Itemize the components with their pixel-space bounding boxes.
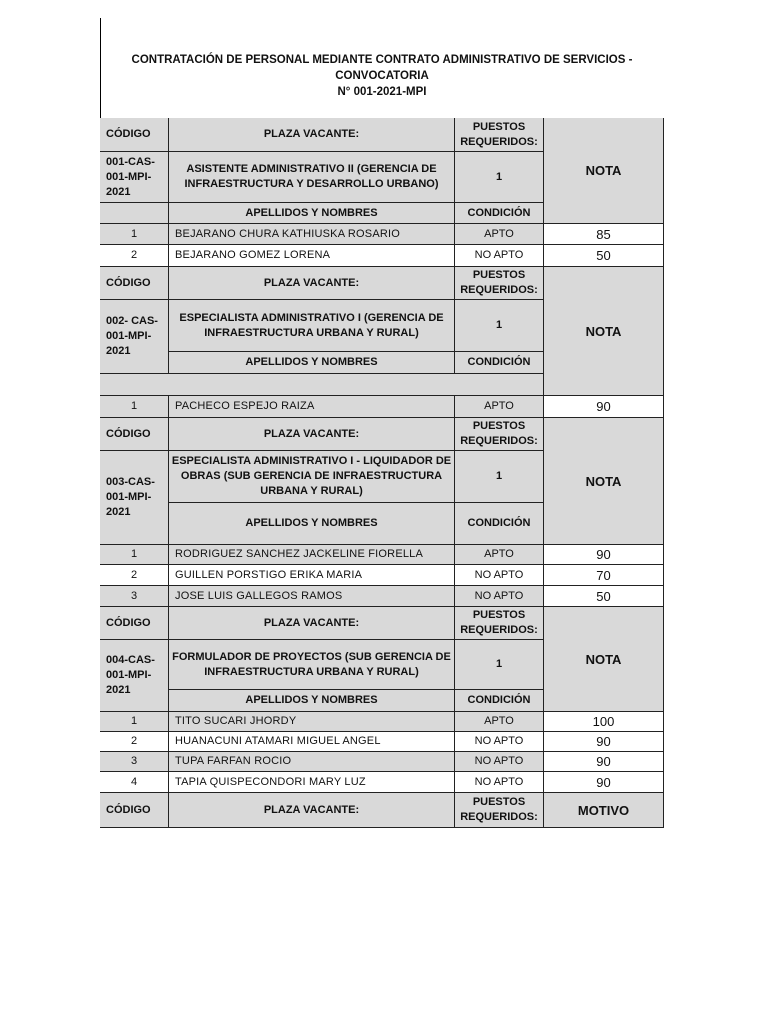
s3-row-2-score: 70 <box>544 565 664 586</box>
s1-blank <box>100 203 169 224</box>
s3-row-2-number: 2 <box>100 565 169 586</box>
s1-row-1-score: 85 <box>544 224 664 245</box>
s2-spacer <box>100 374 544 396</box>
s3-position: ESPECIALISTA ADMINISTRATIVO I - LIQUIDADOR DE OBRAS (SUB GERENCIA DE INFRAESTRUCTURA URBANA Y RURAL) <box>169 451 455 503</box>
title-line-2: N° 001-2021-MPI <box>337 86 427 98</box>
s3-codigo-label: CÓDIGO <box>100 418 169 451</box>
s1-required: 1 <box>455 152 544 203</box>
s1-row-2-score: 50 <box>544 245 664 267</box>
s1-row-2-number: 2 <box>100 245 169 267</box>
s1-condicion-label: CONDICIÓN <box>455 203 544 224</box>
s3-row-2-name: GUILLEN PORSTIGO ERIKA MARIA <box>169 565 455 586</box>
s2-row-1-number: 1 <box>100 396 169 418</box>
s2-puestos-label: PUESTOS REQUERIDOS: <box>455 267 544 300</box>
s3-row-3-score: 50 <box>544 586 664 607</box>
s2-condicion-label: CONDICIÓN <box>455 352 544 374</box>
s1-row-2-status: NO APTO <box>455 245 544 267</box>
s2-nota-label: NOTA <box>544 267 664 396</box>
s4-condicion-label: CONDICIÓN <box>455 690 544 712</box>
s2-row-1-status: APTO <box>455 396 544 418</box>
s4-puestos-label: PUESTOS REQUERIDOS: <box>455 607 544 640</box>
s1-codigo-label: CÓDIGO <box>100 118 169 152</box>
s3-row-2-status: NO APTO <box>455 565 544 586</box>
s2-row-1-score: 90 <box>544 396 664 418</box>
s1-row-1-number: 1 <box>100 224 169 245</box>
s4-required: 1 <box>455 640 544 690</box>
s1-row-2-name: BEJARANO GOMEZ LORENA <box>169 245 455 267</box>
s3-condicion-label: CONDICIÓN <box>455 503 544 545</box>
s4-row-4-number: 4 <box>100 772 169 793</box>
s4-row-1-name: TITO SUCARI JHORDY <box>169 712 455 732</box>
s4-position: FORMULADOR DE PROYECTOS (SUB GERENCIA DE INFRAESTRUCTURA URBANA Y RURAL) <box>169 640 455 690</box>
s4-row-2-name: HUANACUNI ATAMARI MIGUEL ANGEL <box>169 732 455 752</box>
s3-puestos-label: PUESTOS REQUERIDOS: <box>455 418 544 451</box>
s1-row-1-name: BEJARANO CHURA KATHIUSKA ROSARIO <box>169 224 455 245</box>
s3-row-3-status: NO APTO <box>455 586 544 607</box>
s4-row-2-number: 2 <box>100 732 169 752</box>
s4-row-3-status: NO APTO <box>455 752 544 772</box>
s4-codigo-label: CÓDIGO <box>100 607 169 640</box>
s4-row-3-name: TUPA FARFAN ROCIO <box>169 752 455 772</box>
s4-row-1-number: 1 <box>100 712 169 732</box>
s1-nota-label: NOTA <box>544 118 664 224</box>
s4-row-3-score: 90 <box>544 752 664 772</box>
s3-row-1-number: 1 <box>100 545 169 565</box>
s2-required: 1 <box>455 300 544 352</box>
s3-row-1-score: 90 <box>544 545 664 565</box>
s1-code: 001-CAS-001-MPI-2021 <box>100 152 169 203</box>
s4-code: 004-CAS-001-MPI-2021 <box>100 640 169 712</box>
s4-row-2-status: NO APTO <box>455 732 544 752</box>
s3-code: 003-CAS-001-MPI-2021 <box>100 451 169 545</box>
s4-row-1-score: 100 <box>544 712 664 732</box>
s5-codigo-label: CÓDIGO <box>100 793 169 828</box>
s3-required: 1 <box>455 451 544 503</box>
s5-motivo-label: MOTIVO <box>544 793 664 828</box>
s2-code: 002- CAS-001-MPI-2021 <box>100 300 169 374</box>
s3-nota-label: NOTA <box>544 418 664 545</box>
s5-puestos-label: PUESTOS REQUERIDOS: <box>455 793 544 828</box>
s4-row-4-status: NO APTO <box>455 772 544 793</box>
s4-row-2-score: 90 <box>544 732 664 752</box>
s3-plaza-label: PLAZA VACANTE: <box>169 418 455 451</box>
s4-plaza-label: PLAZA VACANTE: <box>169 607 455 640</box>
document-title <box>100 52 664 100</box>
s2-row-1-name: PACHECO ESPEJO RAIZA <box>169 396 455 418</box>
s3-row-1-name: RODRIGUEZ SANCHEZ JACKELINE FIORELLA <box>169 545 455 565</box>
s1-apellidos-label: APELLIDOS Y NOMBRES <box>169 203 455 224</box>
title-line-1: CONTRATACIÓN DE PERSONAL MEDIANTE CONTRATO ADMINISTRATIVO DE SERVICIOS - CONVOCATORIA <box>131 54 633 82</box>
s1-puestos-label: PUESTOS REQUERIDOS: <box>455 118 544 152</box>
s1-row-1-status: APTO <box>455 224 544 245</box>
s4-nota-label: NOTA <box>544 607 664 712</box>
s4-row-3-number: 3 <box>100 752 169 772</box>
s4-row-4-score: 90 <box>544 772 664 793</box>
s2-apellidos-label: APELLIDOS Y NOMBRES <box>169 352 455 374</box>
s2-plaza-label: PLAZA VACANTE: <box>169 267 455 300</box>
s1-position: ASISTENTE ADMINISTRATIVO II (GERENCIA DE INFRAESTRUCTURA Y DESARROLLO URBANO) <box>169 152 455 203</box>
s2-position: ESPECIALISTA ADMINISTRATIVO I (GERENCIA DE INFRAESTRUCTURA URBANA Y RURAL) <box>169 300 455 352</box>
s3-row-3-number: 3 <box>100 586 169 607</box>
s3-row-3-name: JOSE LUIS GALLEGOS RAMOS <box>169 586 455 607</box>
s1-plaza-label: PLAZA VACANTE: <box>169 118 455 152</box>
s4-apellidos-label: APELLIDOS Y NOMBRES <box>169 690 455 712</box>
s3-row-1-status: APTO <box>455 545 544 565</box>
s5-plaza-label: PLAZA VACANTE: <box>169 793 455 828</box>
s4-row-1-status: APTO <box>455 712 544 732</box>
s2-codigo-label: CÓDIGO <box>100 267 169 300</box>
s4-row-4-name: TAPIA QUISPECONDORI MARY LUZ <box>169 772 455 793</box>
s3-apellidos-label: APELLIDOS Y NOMBRES <box>169 503 455 545</box>
